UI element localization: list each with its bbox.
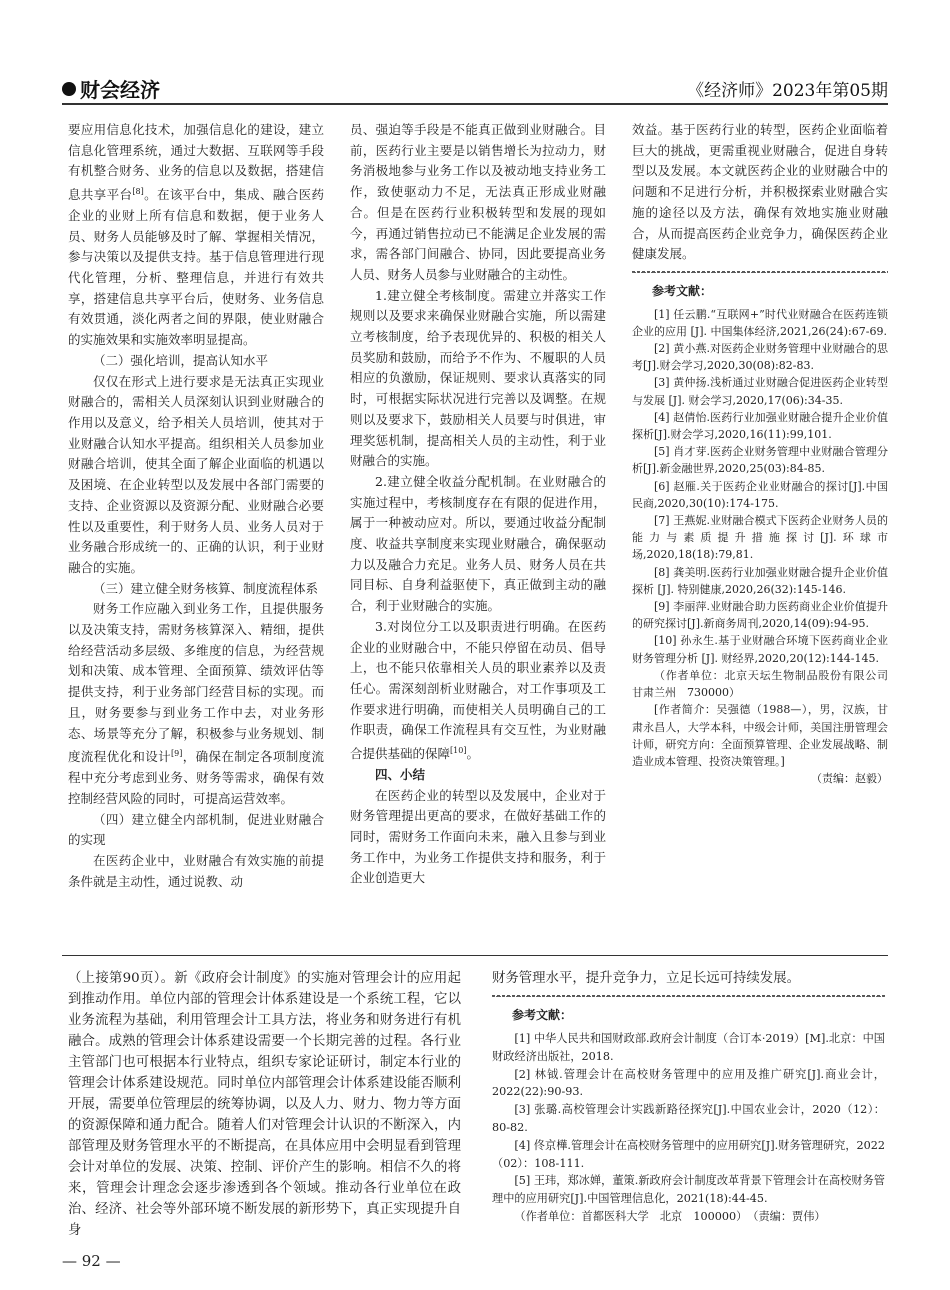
subheading: （二）强化培训，提高认知水平 (93, 352, 269, 368)
author-unit: （作者单位：首都医科大学 北京 100000） （责编：贾伟） (514, 1209, 826, 1223)
reference-item: [4] 佟京樺.管理会计在高校财务管理中的应用研究[J].财务管理研究，2022（02）：108-111. (492, 1138, 885, 1170)
journal-issue: 《经济师》2023年第05期 (687, 81, 888, 101)
divider (632, 271, 888, 273)
reference-item: [8] 龚美明.医药行业加强业财融合提升企业价值探析 [J]. 特别健康,2020,26(32):145-146. (632, 565, 888, 596)
bottom-right-block (492, 968, 885, 1226)
paragraph: 财务管理水平，提升竞争力，立足长远可持续发展。 (492, 971, 800, 986)
author-unit: （作者单位：北京天坛生物制品股份有限公司 甘肃兰州 730000） (632, 668, 899, 700)
paragraph: 要应用信息化技术，加强信息化的建设，建立信息化管理系统，通过大数据、互联网等手段有机整合财务、业务的信息以及数据，搭建信息共享平台[8]。在该平台中，集成、融合医药企业的业财上所有信息和数据，便于业务人员、财务人员能够及时了解、掌握相关情况，参与决策以及提供支持。基于信息管理进行现代化管理，分析、整理信息，并进行有效共享，搭建信息共享平台后，使财务、业务信息有效贯通，淡化两者之间的界限，使业财融合的实施效果和实施效率明显提高。 (68, 122, 324, 348)
paragraph: 效益。基于医药行业的转型，医药企业面临着巨大的挑战，更需重视业财融合，促进自身转型以及发展。本文就医药企业的业财融合中的问题和不足进行分析，并积极探索业财融合实施的途径以及方法，确保有效地实施业财融合，从而提高医药企业竞争力，确保医药企业健康发展。 (632, 122, 888, 262)
paragraph: 3.对岗位分工以及职责进行明确。在医药企业的业财融合中，不能只停留在动员、倡导上，也不能只依靠相关人员的职业素养以及责任心。需深刻剖析业财融合，对工作事项及工作要求进行明确，而使相关人员明确自己的工作职责，确保工作流程具有交互性，为业财融合提供基础的保障[10]。 (350, 618, 606, 762)
divider (492, 995, 885, 997)
column-2 (350, 120, 606, 889)
section-title: 财会经济 (62, 74, 160, 103)
bullet-dot-icon (62, 82, 76, 96)
subheading: （三）建立健全财务核算、制度流程体系 (93, 580, 319, 596)
references-title: 参考文献： (652, 283, 713, 298)
paragraph: 员、强迫等手段是不能真正做到业财融合。目前，医药行业主要是以销售增长为拉动力，财务消极地参与业务工作以及被动地支持业务工作，致使驱动力不足，无法真正形成业财融合。但是在医药行业积极转型和发展的现如今，再通过销售拉动已不能满足企业发展的需求，需各部门间融合、协同，因此要提高业务人员、财务人员参与业财融合的主动性。 (350, 122, 606, 282)
header-rule (62, 103, 888, 105)
reference-item: [10] 孙永生.基于业财融合环境下医药商业企业财务管理分析 [J]. 财经界,2020,20(12):144-145. (632, 634, 888, 665)
paragraph: 1.建立健全考核制度。需建立并落实工作规则以及要求来确保业财融合实施，所以需建立考核制度，给予表现优异的、积极的相关人员奖励和鼓励，而给予不作为、不履职的人员相应的负激励，保证规则、要求认真落实的同时，可根据实际状况进行完善以及调整。在规则以及要求下，鼓励相关人员要与时俱进，审理奖惩机制，提高相关人员的主动性，利于业财融合的实施。 (350, 287, 606, 469)
reference-item: [6] 赵雁.关于医药企业业财融合的探讨[J].中国民商,2020,30(10):174-175. (632, 479, 888, 510)
column-3 (632, 120, 899, 787)
reference-item: [2] 黄小燕.对医药企业财务管理中业财融合的思考[J].财会学习,2020,30(08):82-83. (632, 342, 888, 373)
section-rule (62, 955, 888, 956)
reference-item: [9] 李丽萍.业财融合助力医药商业企业价值提升的研究探讨[J].新商务周刊,2020,14(09):94-95. (632, 600, 888, 631)
section-heading: 四、小结 (375, 766, 426, 782)
reference-item: [4] 赵倩怡.医药行业加强业财融合提升企业价值探析[J].财会学习,2020,16(11):99,101. (632, 410, 888, 442)
paragraph: 在医药企业中，业财融合有效实施的前提条件就是主动性，通过说教、动 (68, 852, 324, 889)
subheading: （四）建立健全内部机制，促进业财融合的实现 (68, 811, 324, 848)
author-bio: [作者简介：吴强德（1988—），男，汉族，甘肃永昌人，大学本科，中级会计师，美国注册管理会计师，研究方向：全面预算管理、企业发展战略、制造业成本管理、投资决策管理。] (632, 703, 888, 768)
paragraph: 仅仅在形式上进行要求是无法真正实现业财融合的，需相关人员深刻认识到业财融合的作用以及意义，给予相关人员培训，使其对于业财融合认知水平提高。组织相关人员参加业财融合培训，使其全面了解企业面临的机遇以及困境、在企业转型以及发展中各部门需要的支持、企业资源以及资源分配、业财融合必要性以及重要性，利于财务人员、业务人员对于业务融合形成统一的、正确的认识，利于业财融合的实施。 (68, 373, 324, 575)
reference-item: [5] 王玮，郑冰婵，董策.新政府会计制度改革背景下管理会计在高校财务管理中的应用研究[J].中国管理信息化，2021(18):44-45. (492, 1174, 885, 1206)
column-1 (68, 120, 324, 892)
reference-item: [2] 林钺.管理会计在高校财务管理中的应用及推广研究[J].商业会计，2022(22):90-93. (492, 1067, 885, 1099)
reference-item: [1] 任云鹏.“互联网+”时代业财融合在医药连锁企业的应用 [J]. 中国集体经济,2021,26(24):67-69. (632, 307, 888, 338)
reference-item: [3] 张璐.高校管理会计实践新路径探究[J].中国农业会计，2020（12）：80-82. (492, 1103, 885, 1134)
paragraph: 2.建立健全收益分配机制。在业财融合的实施过程中，考核制度存在有限的促进作用，属于一种被动应对。所以，要通过收益分配制度、收益共享制度来实现业财融合，确保驱动力以及融合力充足。业务人员、财务人员在共同目标、自身利益驱使下，真正做到主动的融合，利于业财融合的实施。 (350, 473, 606, 614)
paragraph: 在医药企业的转型以及发展中，企业对于财务管理提出更高的要求，在做好基础工作的同时，需财务工作面向未来，融入且参与到业务工作中，为业务工作提供支持和服务，利于企业创造更大 (350, 787, 606, 886)
references-list (492, 1030, 885, 1226)
references-list (632, 306, 899, 788)
reference-item: [5] 肖才芽.医药企业财务管理中业财融合管理分析[J].新金融世界,2020,25(03):84-85. (632, 445, 888, 476)
bottom-left-text: （上接第90页）。新《政府会计制度》的实施对管理会计的应用起到推动作用。单位内部的管理会计体系建设是一个系统工程，它以业务流程为基础，利用管理会计工具方法，将业务和财务进行有机融合。成熟的管理会计体系建设需要一个长期完善的过程。各行业主管部门也可根据本行业特点，组织专家论证研讨，制定本行业的管理会计体系建设规范。同时单位内部管理会计体系建设能否顺利开展，需要单位管理层的统筹协调，以及人力、财力、物力等方面的资源保障和通力配合。随着人们对管理会计认识的不断深入，内部管理及财务管理水平的不断提高，在具体应用中会明显看到管理会计对单位的发展、决策、控制、评价产生的影响。相信不久的将来，管理会计理念会逐步渗透到各个领域。推动各行业单位在政治、经济、社会等外部环境不断发展的新形势下，真正实现提升自身 (68, 971, 461, 1238)
reference-item: [1] 中华人民共和国财政部.政府会计制度（合订本·2019）[M].北京：中国财政经济出版社，2018. (492, 1032, 885, 1063)
reference-item: [7] 王燕妮.业财融合模式下医药企业财务人员的能力与素质提升措施探讨[J].环球市场,2020,18(18):79,81. (632, 514, 888, 562)
page-number: — 92 — (62, 1252, 121, 1270)
editor-note: （责编：赵毅） (811, 772, 888, 786)
references-title: 参考文献： (512, 1008, 573, 1022)
paragraph: 财务工作应融入到业务工作，且提供服务以及决策支持，需财务核算深入、精细，提供给经营活动多层级、多维度的信息，为经营规划和决策、成本管理、全面预算、绩效评估等提供支持，利于业务部门经营目标的实现。而且，财务要参与到业务工作中去，对业务形态、场景等充分了解，积极参与业务规划、制度流程优化和设计[9]，确保在制定各项制度流程中充分考虑到业务、财务等需求，确保有效控制经营风险的同时，可提高运营效率。 (68, 601, 324, 806)
reference-item: [3] 黄仲扬.浅析通过业财融合促进医药企业转型与发展 [J]. 财会学习,2020,17(06):34-35. (632, 376, 888, 407)
